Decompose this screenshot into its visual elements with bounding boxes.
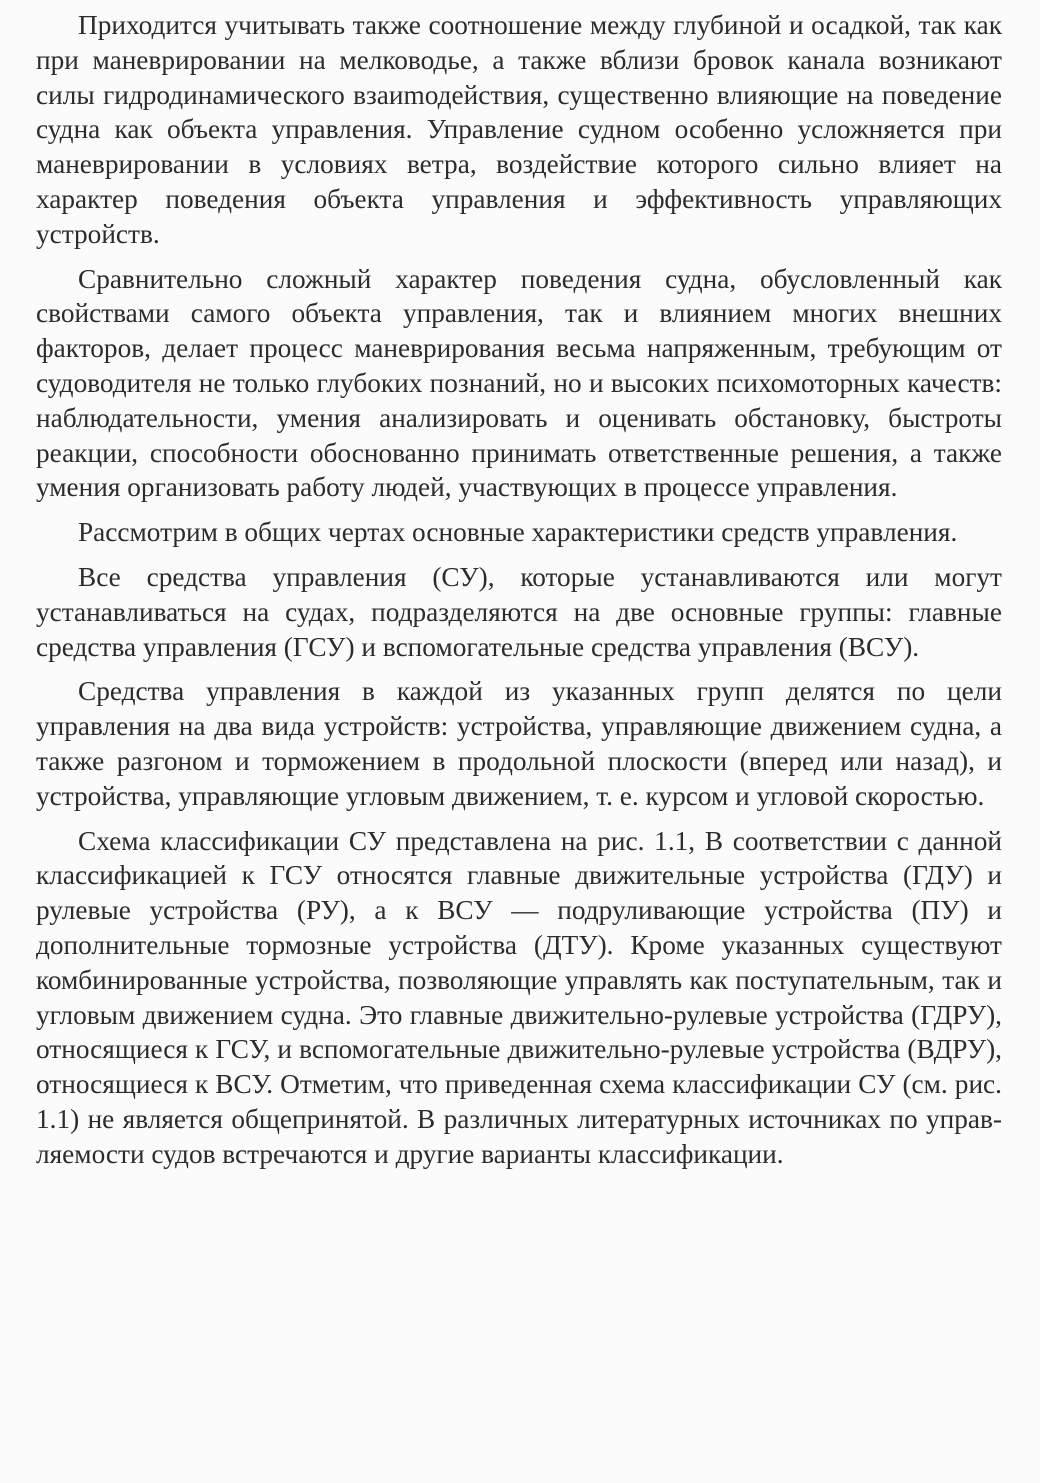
paragraph-device-types: Средства управления в каждой из указанных групп делятся по цели управления на два вида устройств: устройства, управляющие движением судна, а также разгоном и торможением в продольной плоскости (вперед или назад), и устройства, управляющие угловым движением, т. е. курсом и угловой скоростью. xyxy=(36,676,1002,811)
body-text xyxy=(36,8,1002,1172)
paragraph-maneuvering-complexity: Сравнительно сложный характер поведения судна, обусловленный как свойствами самого объекта управления, так и влиянием многих внешних факторов, делает процесс маневрирования весьма напряженным, требующим от судоводителя не только глубоких познаний, но и высоких психомоторных качеств: наблюдательности, умения анализировать и оценивать обстановку, быстроты реакции, способности обоснованно принимать ответственные решения, а также умения организовать работу людей, участвующих в процессе управления. xyxy=(36,263,1002,503)
paragraph-classification-scheme: Схема классификации СУ представлена на рис. 1.1, В соответствии с данной классификацией к ГСУ относятся главные движительные устройства (ГДУ) и рулевые устройства (РУ), а к ВСУ — подруливающие устройства (ПУ) и дополнительные тормозные устройства (ДТУ). Кроме указанных существуют комбинированные устройства, позволяющие управлять как поступательным, так и угловым движением судна. Это главные движительно-рулевые устройства (ГДРУ), относящиеся к ГСУ, и вспомогательные движительно-рулевые устройства (ВДРУ), относящиеся к ВСУ. Отметим, что приведенная схема классификации СУ (см. рис. 1.1) не является общепринятой. В различных литературных источниках по управляемости судов встречаются и другие варианты классификации. xyxy=(36,825,1002,1169)
paragraph-depth-draft: Приходится учитывать также соотношение между глубиной и осадкой, так как при маневрировании на мелководье, а также вблизи бровок канала возникают силы гидродинамического взаиmодействия, существенно влияющие на поведение судна как объекта управления. Управление судном особенно усложняется при маневрировании в условиях ветра, воздействие которого сильно влияет на характер поведения объекта управления и эффективность управляющих устройств. xyxy=(36,10,1002,249)
paragraph-control-means-intro: Рассмотрим в общих чертах основные характеристики средств управления. xyxy=(78,517,958,548)
paragraph-control-groups: Все средства управления (СУ), которые устанавливаются или могут устанавливаться на судах, подразделяются на две основные группы: главные средства управления (ГСУ) и вспомогательные средства управления (ВСУ). xyxy=(36,561,1002,662)
